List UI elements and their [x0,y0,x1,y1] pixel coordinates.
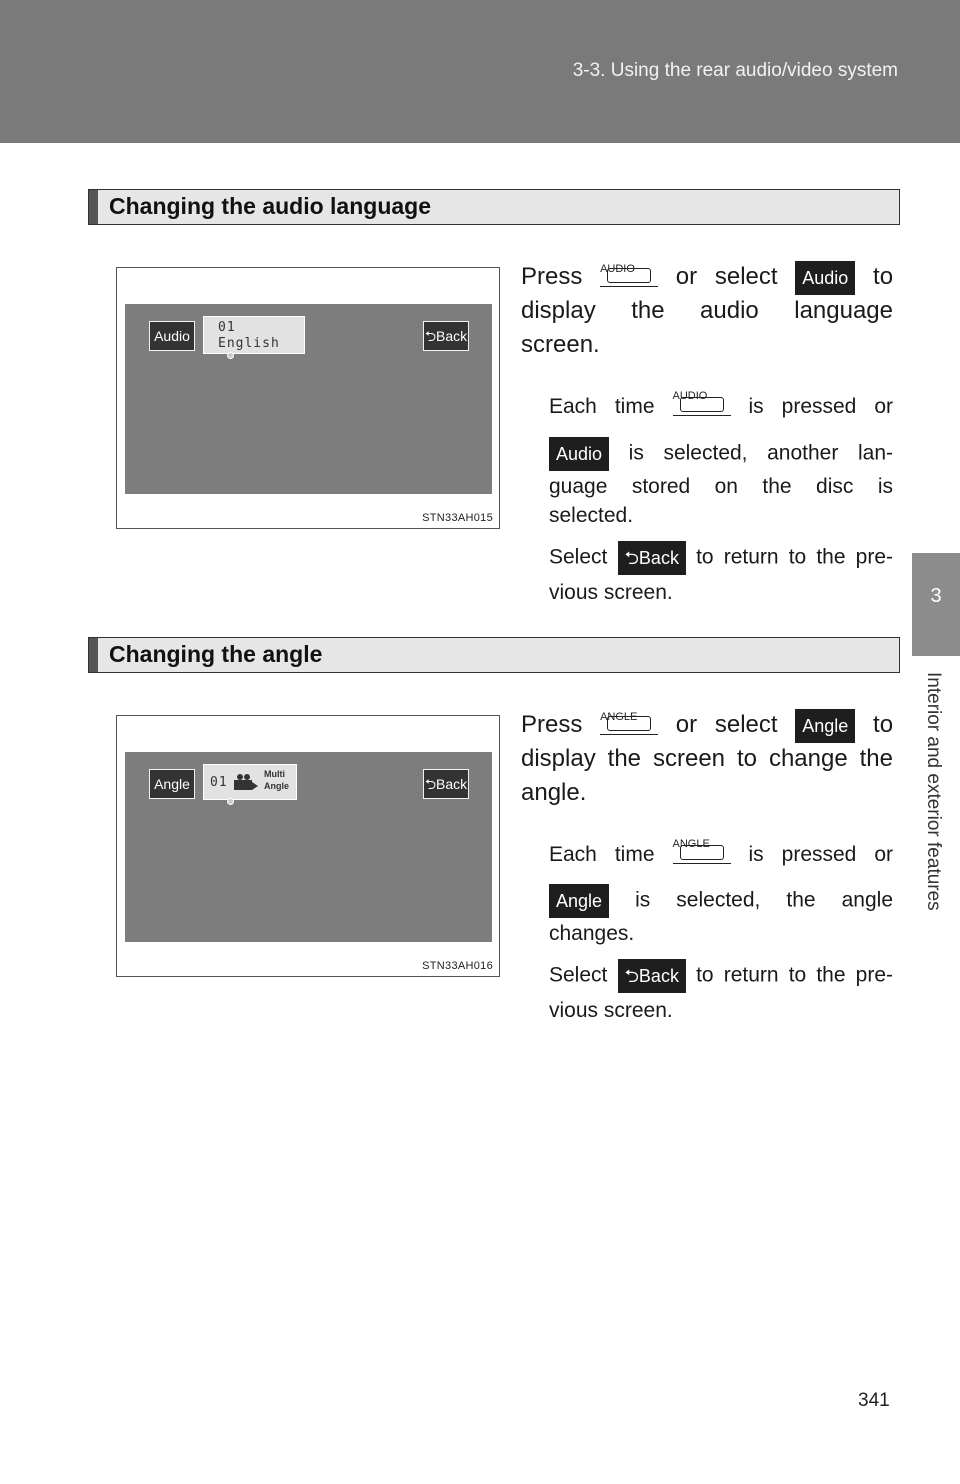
section-angle-title: Changing the angle [109,641,323,667]
osd-audio-button: Audio [149,321,195,351]
angle-hw-button-icon [600,710,658,736]
hw-button-label: AUDIO [600,263,635,275]
text-is-selected: is selected, the angle [635,888,893,912]
angle-instruction-line2: display the screen to change the [521,745,893,772]
text-press: Press [521,711,583,738]
figure-code: STN33AH015 [422,512,493,524]
text-return: to return to the pre- [696,545,893,569]
text-or-select: or select [675,263,778,290]
angle-instruction-line3: angle. [521,779,587,806]
osd-track: 01 [210,775,228,790]
osd-back-label: Back [436,776,468,792]
camera-icon [234,774,260,790]
audio-note-line2 [549,437,893,471]
osd-track: 01 [218,320,236,335]
osd-angle-word: Angle [264,781,290,791]
back-chip: ⮌Back [618,959,686,993]
text-is-selected: is selected, another lan- [628,441,893,465]
angle-instruction-line1 [521,708,893,743]
angle-note-line1 [549,839,893,870]
text-press: Press [521,263,583,290]
audio-chip: Audio [549,437,609,471]
text-or-select: or select [675,711,778,738]
osd-multi: Multi [264,769,285,779]
figure-angle-screen [116,715,500,977]
text-to: to [873,711,894,738]
audio-instruction-line1 [521,260,893,295]
osd-back-label: Back [436,328,468,344]
osd-back-button [423,321,469,351]
section-audio-heading [88,189,900,225]
audio-instruction-line2: display the audio language [521,297,893,324]
text-select: Select [549,545,608,569]
page-number: 341 [858,1390,890,1411]
angle-back-line2: vious screen. [549,999,673,1022]
osd-audio-value [203,316,305,354]
osd-slider-knob [227,352,234,359]
header-title: 3-3. Using the rear audio/video system [572,60,898,81]
osd-back-button [423,769,469,799]
section-audio-title: Changing the audio language [109,193,431,219]
back-chip: ⮌Back [618,541,686,575]
audio-note-line3: guage stored on the disc is [549,475,893,498]
audio-back-line1 [549,541,893,575]
screen-angle [125,752,492,942]
figure-audio-screen [116,267,500,529]
audio-instruction-line3: screen. [521,331,600,358]
angle-chip: Angle [795,709,855,743]
section-angle-heading [88,637,900,673]
back-arrow-icon: ⮌ [624,966,639,986]
hw-button-label: ANGLE [600,711,638,723]
figure-code: STN33AH016 [422,960,493,972]
audio-note-line1 [549,391,893,422]
text-to: to [873,263,894,290]
hw-button-label: ANGLE [672,838,710,850]
chapter-number: 3 [930,585,942,607]
audio-chip: Audio [795,261,855,295]
audio-back-line2: vious screen. [549,581,673,604]
text-select: Select [549,963,608,987]
text-is-pressed-or: is pressed or [748,395,894,418]
screen-audio [125,304,492,494]
audio-hw-button-icon [600,262,658,288]
angle-chip: Angle [549,884,609,918]
chapter-label: Interior and exterior features [923,672,944,911]
text-is-pressed-or: is pressed or [748,843,894,866]
angle-note-line2 [549,884,893,918]
osd-slider-knob [227,798,234,805]
osd-angle-value [203,764,297,800]
back-arrow-icon: ⮌ [424,328,437,344]
text-each-time: Each time [549,395,655,418]
text-each-time: Each time [549,843,655,866]
back-arrow-icon: ⮌ [624,548,639,568]
back-arrow-icon: ⮌ [424,776,437,792]
angle-back-line1 [549,959,893,993]
hw-button-label: AUDIO [672,390,708,402]
angle-note-line3: changes. [549,922,635,945]
text-return: to return to the pre- [696,963,893,987]
osd-language: English [218,336,280,351]
osd-angle-button: Angle [149,769,195,799]
angle-hw-button-icon [673,839,731,865]
audio-hw-button-icon [673,391,731,417]
audio-note-line4: selected. [549,504,634,527]
